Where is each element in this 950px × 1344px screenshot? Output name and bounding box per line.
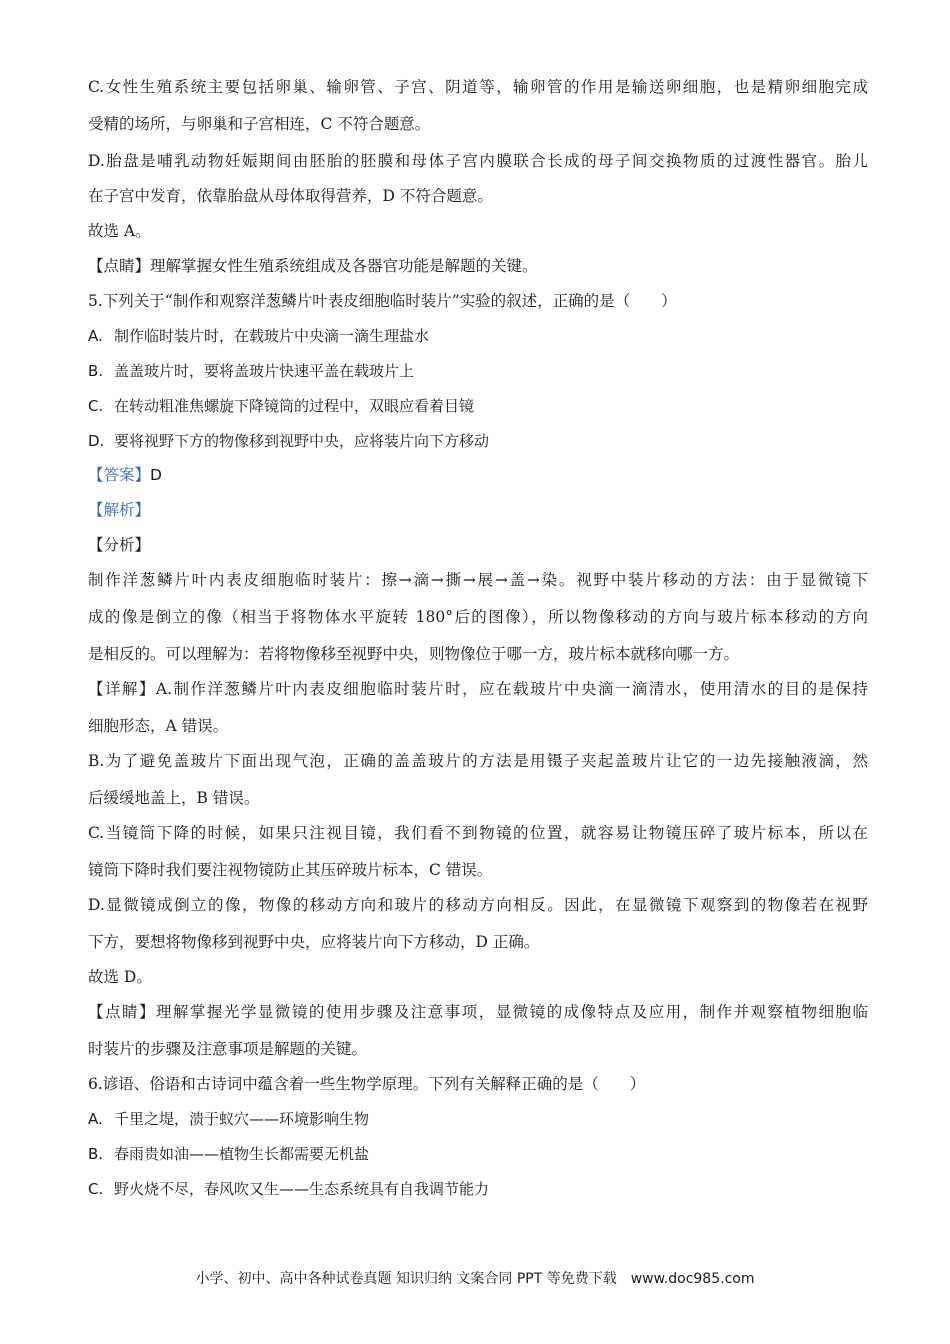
- q5-xiangjie-line1: 【详解】A.制作洋葱鳞片叶内表皮细胞临时装片时，应在载玻片中央滴一滴清水，使用清水的目的是保持: [88, 680, 868, 698]
- q5-choose: 故选 D。: [88, 968, 152, 986]
- q5-analysis-tag: 【解析】: [88, 501, 151, 519]
- option-text: 要将视野下方的物像移到视野中央，应将装片向下方移动: [114, 432, 490, 450]
- q5-xiangjie-line2: 细胞形态，A 错误。: [88, 717, 229, 735]
- option-letter: B.: [88, 362, 104, 380]
- q5-option-b: [88, 361, 414, 381]
- q5-b-line2: 后缓缓地盖上，B 错误。: [88, 789, 260, 807]
- option-letter: B.: [88, 1145, 104, 1163]
- q4-explain-d-line2: 在子宫中发育，依靠胎盘从母体取得营养，D 不符合题意。: [88, 187, 493, 205]
- q4-explain-c-line2: 受精的场所，与卵巢和子宫相连，C 不符合题意。: [88, 115, 431, 133]
- q5-dianjing-line2: 时装片的步骤及注意事项是解题的关键。: [88, 1040, 368, 1058]
- q5-d-line2: 下方，要想将物像移到视野中央，应将装片向下方移动，D 正确。: [88, 933, 540, 951]
- option-letter: D.: [88, 432, 105, 450]
- q5-fenxi-tag: 【分析】: [88, 536, 151, 554]
- q6-option-c: [88, 1179, 489, 1199]
- q5-fenxi-line2: 成的像是倒立的像（相当于将物体水平旋转 180°后的图像），所以物像移动的方向与玻片标本移动的方向: [88, 608, 868, 626]
- q5-dianjing-line1: 【点睛】理解掌握光学显微镜的使用步骤及注意事项，显微镜的成像特点及应用，制作并观察植物细胞临: [88, 1003, 868, 1021]
- q5-c-line2: 镜筒下降时我们要注视物镜防止其压碎玻片标本，C 错误。: [88, 861, 493, 879]
- answer-tag: 【答案】: [88, 466, 151, 484]
- q4-explain-c-line1: C.女性生殖系统主要包括卵巢、输卵管、子宫、阴道等，输卵管的作用是输送卵细胞，也是精卵细胞完成: [88, 78, 868, 96]
- option-text: 盖盖玻片时，要将盖玻片快速平盖在载玻片上: [114, 362, 415, 380]
- option-text: 千里之堤，溃于蚁穴——环境影响生物: [114, 1110, 370, 1128]
- q5-answer-row: [88, 465, 868, 485]
- option-text: 野火烧不尽，春风吹又生——生态系统具有自我调节能力: [114, 1180, 490, 1198]
- q4-dianjing: 【点睛】理解掌握女性生殖系统组成及各器官功能是解题的关键。: [88, 257, 538, 275]
- q5-d-line1: D.显微镜成倒立的像，物像的移动方向和玻片的移动方向相反。因此，在显微镜下观察到的物像若在视野: [88, 896, 868, 914]
- q5-b-line1: B.为了避免盖玻片下面出现气泡，正确的盖盖玻片的方法是用镊子夹起盖玻片让它的一边先接触液滴，然: [88, 752, 868, 770]
- q5-option-d: [88, 431, 489, 451]
- q5-option-c: [88, 396, 474, 416]
- option-letter: C.: [88, 1180, 104, 1198]
- q6-option-a: [88, 1109, 369, 1129]
- option-letter: A.: [88, 327, 103, 345]
- answer-value: D: [150, 466, 162, 484]
- option-letter: C.: [88, 397, 104, 415]
- page-footer: 小学、初中、高中各种试卷真题 知识归纳 文案合同 PPT 等免费下载 www.doc985.com: [195, 1271, 755, 1287]
- option-text: 春雨贵如油——植物生长都需要无机盐: [114, 1145, 370, 1163]
- q5-stem: 5.下列关于“制作和观察洋葱鳞片叶表皮细胞临时装片”实验的叙述，正确的是（ ）: [88, 292, 677, 310]
- q5-fenxi-line1: 制作洋葱鳞片叶内表皮细胞临时装片：擦→滴→撕→展→盖→染。视野中装片移动的方法：由于显微镜下: [88, 571, 868, 589]
- option-text: 在转动粗准焦螺旋下降镜筒的过程中，双眼应看着目镜: [114, 397, 475, 415]
- q5-fenxi-line3: 是相反的。可以理解为：若将物像移至视野中央，则物像位于哪一方，玻片标本就移向哪一方。: [88, 645, 740, 663]
- q4-choose: 故选 A。: [88, 222, 151, 240]
- q4-explain-d-line1: D.胎盘是哺乳动物妊娠期间由胚胎的胚膜和母体子宫内膜联合长成的母子间交换物质的过渡性器官。胎儿: [88, 152, 868, 170]
- q5-option-a: [88, 326, 429, 346]
- option-letter: A.: [88, 1110, 103, 1128]
- q6-stem: 6.谚语、俗语和古诗词中蕴含着一些生物学原理。下列有关解释正确的是（ ）: [88, 1075, 646, 1093]
- q5-c-line1: C.当镜筒下降的时候，如果只注视目镜，我们看不到物镜的位置，就容易让物镜压碎了玻片标本，所以在: [88, 824, 868, 842]
- option-text: 制作临时装片时，在载玻片中央滴一滴生理盐水: [114, 327, 430, 345]
- q6-option-b: [88, 1144, 369, 1164]
